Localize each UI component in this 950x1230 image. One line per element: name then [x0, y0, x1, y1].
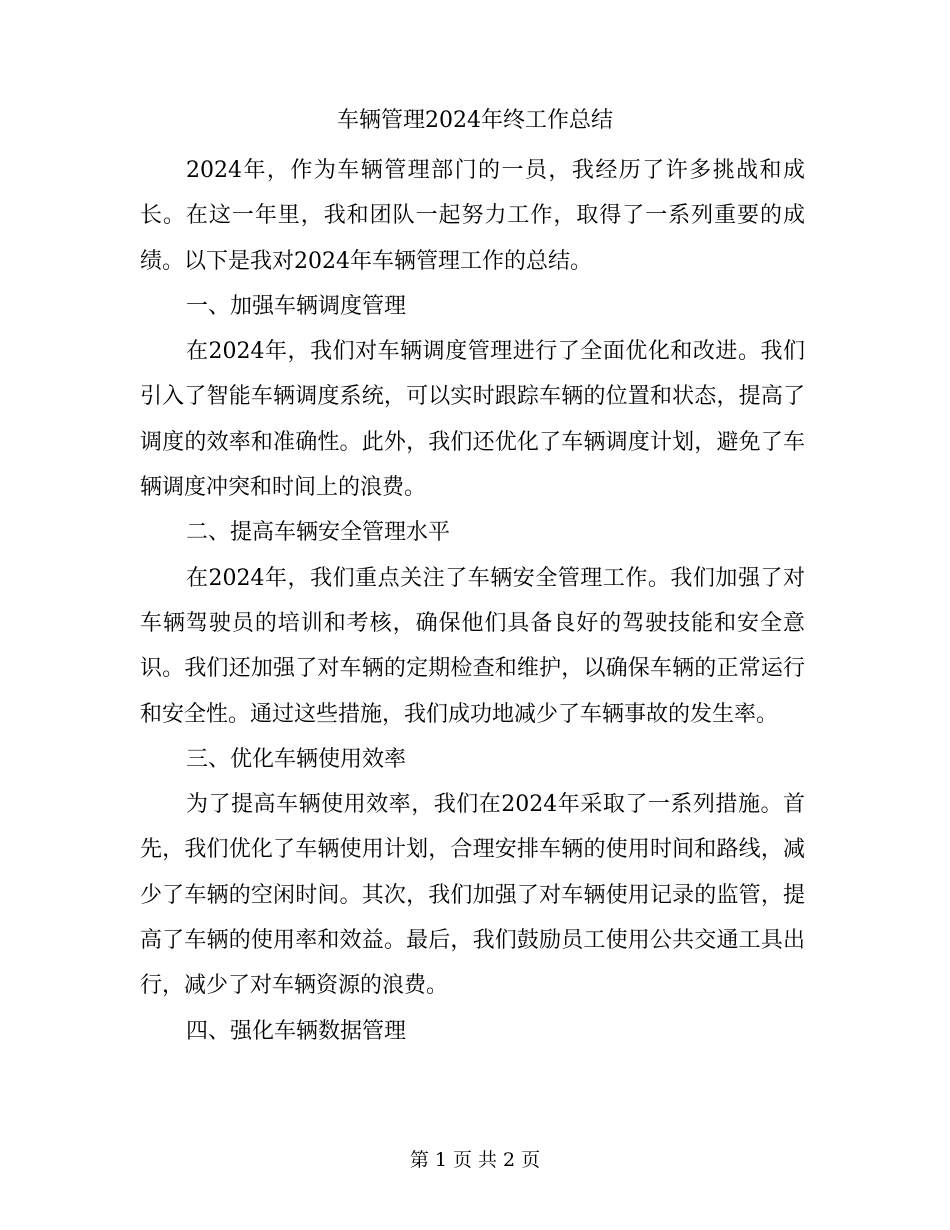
section-heading-3: 三、优化车辆使用效率	[186, 746, 407, 772]
page-footer	[0, 1146, 950, 1174]
document-body	[140, 148, 805, 1054]
section-heading-1: 一、加强车辆调度管理	[186, 293, 407, 319]
section-paragraph-1: 在2024年，我们对车辆调度管理进行了全面优化和改进。我们引入了智能车辆调度系统，可以实时跟踪车辆的位置和状态，提高了调度的效率和准确性。此外，我们还优化了车辆调度计划，避免了车辆调度冲突和时间上的浪费。	[140, 339, 805, 501]
document-title: 车辆管理2024年终工作总结	[337, 108, 613, 133]
section-heading-4: 四、强化车辆数据管理	[186, 1018, 407, 1044]
section-paragraph-2: 在2024年，我们重点关注了车辆安全管理工作。我们加强了对车辆驾驶员的培训和考核，确保他们具备良好的驾驶技能和安全意识。我们还加强了对车辆的定期检查和维护，以确保车辆的正常运行和安全性。通过这些措施，我们成功地减少了车辆事故的发生率。	[140, 565, 805, 727]
intro-paragraph: 2024年，作为车辆管理部门的一员，我经历了许多挑战和成长。在这一年里，我和团队一起努力工作，取得了一系列重要的成绩。以下是我对2024年车辆管理工作的总结。	[140, 158, 805, 274]
section-paragraph-3: 为了提高车辆使用效率，我们在2024年采取了一系列措施。首先，我们优化了车辆使用计划，合理安排车辆的使用时间和路线，减少了车辆的空闲时间。其次，我们加强了对车辆使用记录的监管，提高了车辆的使用率和效益。最后，我们鼓励员工使用公共交通工具出行，减少了对车辆资源的浪费。	[140, 792, 805, 999]
page-number: 第 1 页 共 2 页	[409, 1149, 541, 1171]
section-heading-2: 二、提高车辆安全管理水平	[186, 520, 451, 546]
